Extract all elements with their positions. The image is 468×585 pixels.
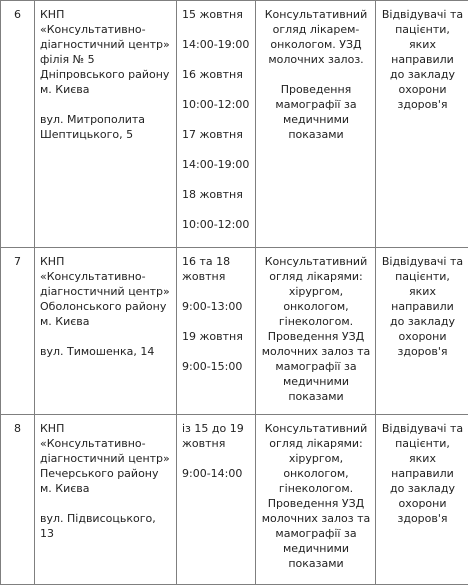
- dates-cell: із 15 до 19 жовтня 9:00-14:00: [177, 415, 256, 585]
- service-cell: Консультативний огляд лікарем- онкологом. УЗД молочних залоз. Проведення мамографії за медичними показами: [256, 1, 376, 248]
- service-cell: Консультативний огляд лікарями: хірургом, онкологом, гінекологом. Проведення УЗД молочних залоз та мамографії за медичними показами: [256, 415, 376, 585]
- table-row: [1, 248, 468, 415]
- visitors-cell: Відвідувачі та пацієнти, яких направили до закладу охорони здоров'я: [376, 415, 468, 585]
- visitors-cell: Відвідувачі та пацієнти, яких направили до закладу охорони здоров'я: [376, 248, 468, 415]
- visitors-cell: Відвідувачі та пацієнти, яких направили до закладу охорони здоров'я: [376, 1, 468, 248]
- table-row: [1, 415, 468, 585]
- table-row: [1, 1, 468, 248]
- service-cell: Консультативний огляд лікарями: хірургом, онкологом, гінекологом. Проведення УЗД молочних залоз та мамографії за медичними показами: [256, 248, 376, 415]
- row-number: 7: [1, 248, 35, 415]
- dates-cell: 15 жовтня 14:00-19:00 16 жовтня 10:00-12:00 17 жовтня 14:00-19:00 18 жовтня 10:00-12:00: [177, 1, 256, 248]
- dates-cell: 16 та 18 жовтня 9:00-13:00 19 жовтня 9:00-15:00: [177, 248, 256, 415]
- organization-cell: КНП «Консультативно- діагностичний центр» Оболонського району м. Києва вул. Тимошенка, 14: [35, 248, 177, 415]
- organization-cell: КНП «Консультативно- діагностичний центр» філія № 5 Дніпровського району м. Києва вул. Митрополита Шептицького, 5: [35, 1, 177, 248]
- organization-cell: КНП «Консультативно- діагностичний центр» Печерського району м. Києва вул. Підвисоцького, 13: [35, 415, 177, 585]
- row-number: 8: [1, 415, 35, 585]
- row-number: 6: [1, 1, 35, 248]
